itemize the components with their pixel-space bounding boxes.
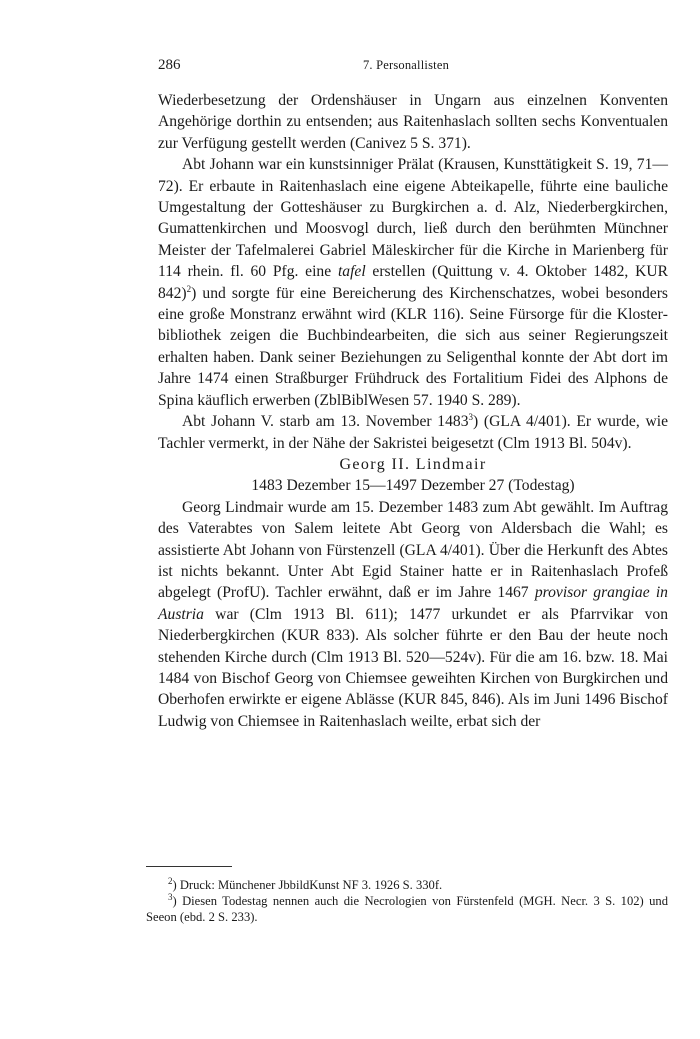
paragraph-1-text: Wiederbesetzung der Ordenshäuser in Ungarn aus einzelnen Konventen Angehörige dorthin zu entsenden; aus Raitenhaslach sollten sechs Konventualen zur Verfügung gestellt werden (Canivez 5 S. 371). bbox=[158, 92, 668, 152]
body-text bbox=[158, 90, 668, 732]
paragraph-4 bbox=[158, 497, 668, 732]
footnote-3 bbox=[146, 893, 668, 925]
paragraph-3-text-a: Abt Johann V. starb am 13. November 1483 bbox=[182, 413, 469, 431]
paragraph-3-text-b: ) (GLA 4/401). Er wurde, wie Tachler vermerkt, in der Nähe der Sakristei beigesetzt (Clm 1913 Bl. 504v). bbox=[158, 413, 668, 452]
section-title: 7. Personallisten bbox=[362, 58, 450, 72]
paragraph-2 bbox=[158, 154, 668, 411]
abbot-heading-dates: 1483 Dezember 15—1497 Dezember 27 (Todestag) bbox=[251, 477, 575, 495]
abbot-heading-name: Georg II. Lindmair bbox=[339, 455, 487, 473]
footnote-3-mark: 3 bbox=[168, 891, 173, 902]
footnotes bbox=[146, 877, 668, 925]
paragraph-4-italic: provisor grangiae in Austria bbox=[158, 584, 668, 623]
paragraph-2-text-a: Abt Johann war ein kunstsinniger Prälat (Krausen, Kunsttätigkeit S. 19, 71—72). Er erbaute in Raitenhaslach eine eigene Abteikapelle, führte eine bauliche Umgestaltung der Gotteshäuser zu Burgkirchen a. d. Alz, Niederbergkirchen, Gumattenkirchen und Moosvogl durch, ließ durch den berühmten Münchner Meister der Tafelmalerei Gabriel Mäleskircher für die Kirche in Marienberg für 114 rhein. fl. 60 Pfg. eine bbox=[158, 156, 668, 281]
footnote-rule bbox=[146, 866, 232, 867]
paragraph-3 bbox=[158, 411, 668, 454]
paragraph-4-text-b: war (Clm 1913 Bl. 611); 1477 urkundet er als Pfarrvikar von Niederbergkirchen (KUR 833). Als solcher führte er den Bau der heute noch stehenden Kirche durch (Clm 1913 Bl. 520—524v). Für die am 16. bzw. 18. Mai 1484 von Bischof Georg von Chiemsee geweihten Kirchen von Burgkirchen und Oberhofen erwirkte er eigene Ablässe (KUR 845, 846). Als im Juni 1496 Bischof Ludwig von Chiemsee in Raitenhaslach weilte, erbat sich der bbox=[158, 605, 668, 730]
footnote-2 bbox=[146, 877, 668, 893]
footnote-ref-3: 3 bbox=[468, 411, 473, 422]
paragraph-2-tafel: tafel bbox=[337, 263, 366, 281]
footnote-3-text: ) Diesen Todestag nennen auch die Necrologien von Fürstenfeld (MGH. Necr. 3 S. 102) und Seeon (ebd. 2 S. 233). bbox=[146, 894, 668, 924]
footnote-2-text: ) Druck: Münchener JbbildKunst NF 3. 1926 S. 330f. bbox=[172, 878, 443, 892]
paragraph-1 bbox=[158, 90, 668, 154]
footnote-ref-2: 2 bbox=[186, 283, 192, 294]
paragraph-2-text-b: erstellen (Quittung v. 4. Oktober 1482, KUR 842) bbox=[158, 263, 668, 302]
footnote-2-mark: 2 bbox=[168, 875, 173, 886]
paragraph-4-text-a: Georg Lindmair wurde am 15. Dezember 1483 zum Abt gewählt. Im Auftrag des Vaterabtes von Salem leitete Abt Georg von Aldersbach die Wahl; es assistierte Abt Johann von Fürstenzell (GLA 4/401). Über die Herkunft des Abtes ist nichts bekannt. Unter Abt Egid Stainer hatte er in Raitenhaslach Profeß abgelegt (ProfU). Tachler erwähnt, daß er im Jahre 1467 bbox=[158, 498, 668, 602]
running-head bbox=[146, 57, 666, 77]
paragraph-2-text-c: ) und sorgte für eine Bereicherung des Kirchenschatzes, wobei besonders eine große Monstranz erwähnt wird (KLR 116). Seine Fürsorge für die Klosterbibliothek zeigen die Buchbindearbeiten, die sich aus seiner Regierungszeit erhalten haben. Dank seiner Beziehungen zu Seligenthal konnte der Abt dort im Jahre 1474 einen Straßburger Frühdruck des Fortalitium Fidei des Alphons de Spina käuflich erwerben (ZblBiblWesen 57. 1940 S. 289). bbox=[158, 284, 668, 409]
page-number: 286 bbox=[158, 57, 181, 73]
